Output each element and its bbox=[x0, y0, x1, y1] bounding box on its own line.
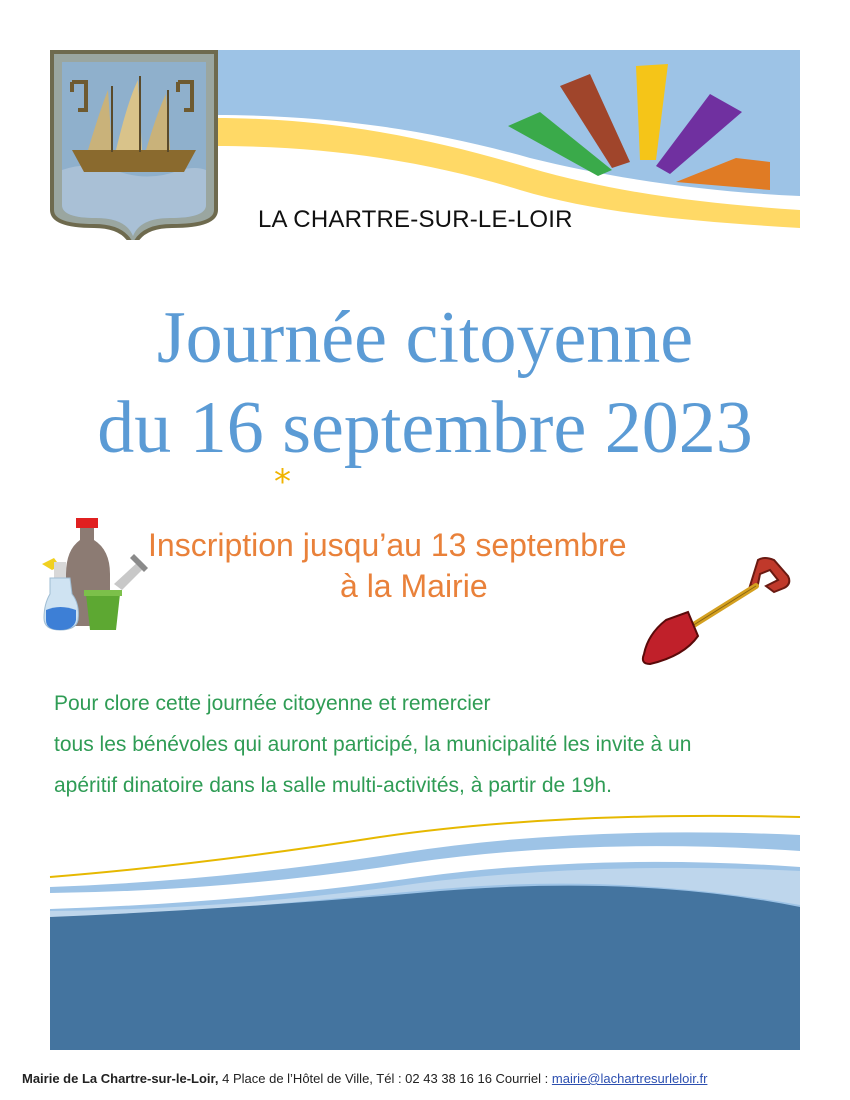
registration-location: à la Mairie bbox=[340, 568, 488, 604]
asterisk-mark: * bbox=[274, 462, 291, 502]
cleaning-supplies-icon bbox=[36, 514, 154, 632]
registration-deadline: Inscription jusqu’au 13 septembre bbox=[148, 527, 627, 563]
invitation-text-line3: apéritif dinatoire dans la salle multi-activités, à partir de 19h. bbox=[54, 774, 612, 797]
town-name: LA CHARTRE-SUR-LE-LOIR bbox=[258, 206, 573, 233]
invitation-text-line2: tous les bénévoles qui auront participé, la municipalité les invite à un bbox=[54, 733, 692, 756]
bottom-waves-decoration bbox=[0, 805, 850, 1055]
footer-org: Mairie de La Chartre-sur-le-Loir, bbox=[22, 1071, 219, 1086]
event-title-line2: du 16 septembre 2023 bbox=[97, 387, 753, 469]
footer-address: 4 Place de l’Hôtel de Ville, Tél : 02 43 38 16 16 Courriel : bbox=[218, 1071, 552, 1086]
footer-contact bbox=[22, 1071, 832, 1086]
header-banner bbox=[0, 0, 850, 240]
coat-of-arms-icon bbox=[52, 52, 216, 240]
footer-email-link[interactable]: mairie@lachartresurleloir.fr bbox=[551, 1071, 708, 1086]
shovel-icon bbox=[636, 552, 796, 674]
invitation-text-line1: Pour clore cette journée citoyenne et remercier bbox=[54, 692, 491, 715]
event-title-line1: Journée citoyenne bbox=[156, 297, 694, 379]
